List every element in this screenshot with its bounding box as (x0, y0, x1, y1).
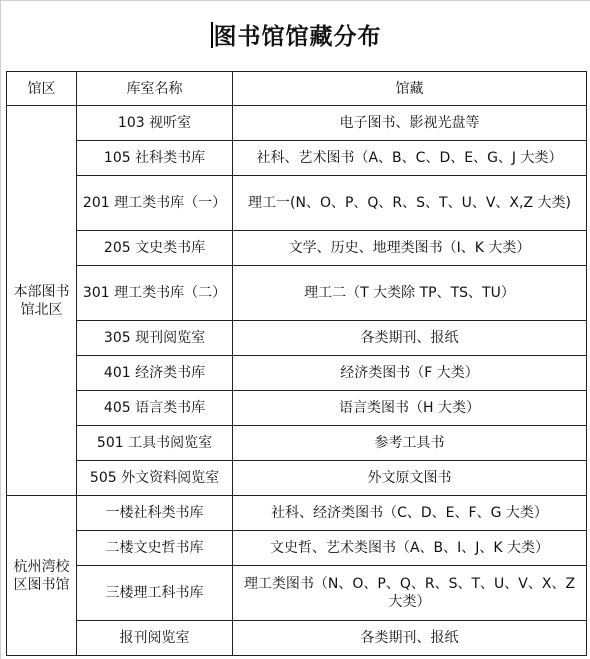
table-row (7, 176, 587, 231)
holdings-cell: 电子图书、影视光盘等 (233, 106, 587, 141)
table-row (7, 566, 587, 621)
room-cell: 405 语言类书库 (77, 391, 233, 426)
title-text: 图书馆馆藏分布 (213, 24, 382, 50)
table-row (7, 621, 587, 656)
table-row (7, 391, 587, 426)
room-cell: 报刊阅览室 (77, 621, 233, 656)
room-cell: 301 理工类书库（二） (77, 266, 233, 321)
table-row (7, 266, 587, 321)
table-row (7, 106, 587, 141)
room-cell: 305 现刊阅览室 (77, 321, 233, 356)
table-row (7, 496, 587, 531)
document-title (1, 15, 590, 59)
branch-cell: 杭州湾校区图书馆 (7, 496, 77, 656)
header-row (7, 72, 587, 106)
room-cell: 一楼社科类书库 (77, 496, 233, 531)
holdings-cell: 社科、艺术图书（A、B、C、D、E、G、J 大类） (233, 141, 587, 176)
table-row (7, 321, 587, 356)
holdings-cell: 各类期刊、报纸 (233, 621, 587, 656)
holdings-cell: 经济类图书（F 大类） (233, 356, 587, 391)
room-cell: 103 视听室 (77, 106, 233, 141)
branch-cell: 本部图书馆北区 (7, 106, 77, 496)
holdings-cell: 文学、历史、地理类图书（I、K 大类） (233, 231, 587, 266)
room-cell: 三楼理工科书库 (77, 566, 233, 621)
holdings-cell: 参考工具书 (233, 426, 587, 461)
room-cell: 505 外文资料阅览室 (77, 461, 233, 496)
text-cursor (211, 22, 213, 48)
room-cell: 105 社科类书库 (77, 141, 233, 176)
table-row (7, 141, 587, 176)
room-cell: 二楼文史哲书库 (77, 531, 233, 566)
holdings-cell: 社科、经济类图书（C、D、E、F、G 大类） (233, 496, 587, 531)
table-row (7, 356, 587, 391)
header-holdings: 馆藏 (233, 72, 587, 106)
table-row (7, 531, 587, 566)
room-cell: 501 工具书阅览室 (77, 426, 233, 461)
table-row (7, 426, 587, 461)
holdings-cell: 各类期刊、报纸 (233, 321, 587, 356)
holdings-cell: 语言类图书（H 大类） (233, 391, 587, 426)
table-row (7, 461, 587, 496)
header-room: 库室名称 (77, 72, 233, 106)
holdings-table (6, 71, 587, 656)
table-row (7, 231, 587, 266)
holdings-cell: 理工类图书（N、O、P、Q、R、S、T、U、V、X、Z 大类） (233, 566, 587, 621)
room-cell: 201 理工类书库（一） (77, 176, 233, 231)
holdings-cell: 理工一(N、O、P、Q、R、S、T、U、V、X,Z 大类) (233, 176, 587, 231)
holdings-cell: 文史哲、艺术类图书（A、B、I、J、K 大类） (233, 531, 587, 566)
header-branch: 馆区 (7, 72, 77, 106)
holdings-cell: 外文原文图书 (233, 461, 587, 496)
room-cell: 205 文史类书库 (77, 231, 233, 266)
holdings-cell: 理工二（T 大类除 TP、TS、TU） (233, 266, 587, 321)
room-cell: 401 经济类书库 (77, 356, 233, 391)
